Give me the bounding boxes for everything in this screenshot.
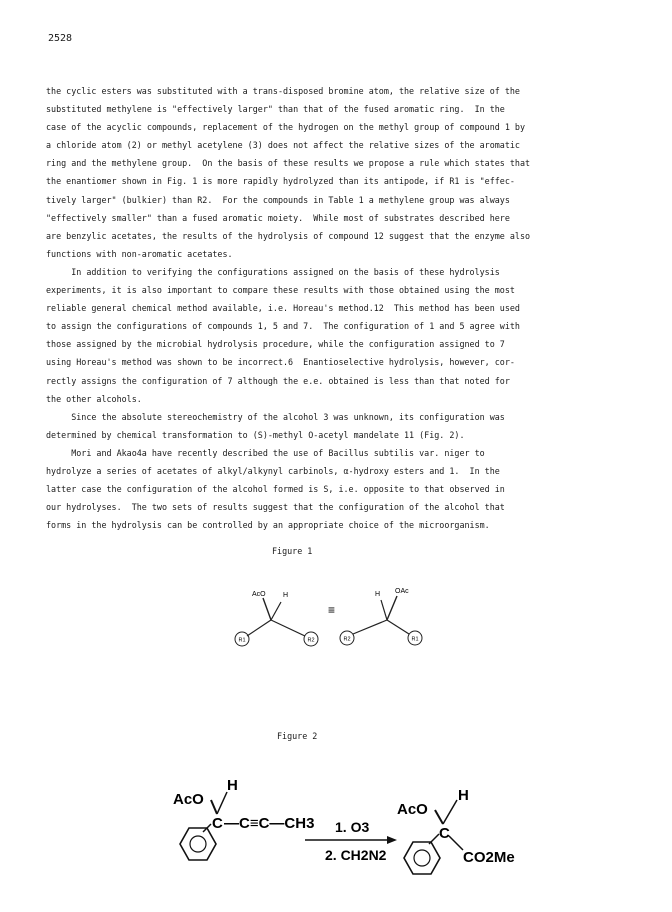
body-line: "effectively smaller" than a fused aromatic moiety. While most of substrates described here [46,212,510,223]
acetoxy-label: AcO [173,791,204,808]
body-text [46,82,626,534]
bond-line [271,602,281,620]
benzene-ring-circle [190,836,206,852]
bond-line [435,810,443,824]
body-line: a chloride atom (2) or methyl acetylene (3) does not affect the relative sizes of the aromatic [46,140,520,151]
acetoxy-label: AcO [252,591,266,598]
body-line: forms in the hydrolysis can be controlled by an appropriate choice of the microorganism. [46,520,490,531]
bond-line [271,620,305,636]
page-number: 2528 [48,33,73,44]
body-line: functions with non-aromatic acetates. [46,248,233,259]
r2-label: R2 [343,636,351,643]
body-line: case of the acyclic compounds, replacement of the hydrogen on the methyl group of compound 1 by [46,122,526,133]
methyl-ester-label: CO2Me [463,849,515,866]
reagent-step-1: 1. O3 [335,819,370,835]
reaction-arrowhead [387,836,397,844]
body-line: the other alcohols. [46,393,142,404]
bond-line [247,620,271,636]
equivalence-sign: ≡ [328,603,336,617]
body-line: using Horeau's method was shown to be incorrect.6 Enantioselective hydrolysis, however, cor- [46,357,515,368]
carbon-label: C [439,825,450,842]
propynyl-chain: —C≡C—CH3 [224,815,315,832]
body-line: our hydrolyses. The two sets of results suggest that the configuration of the alcohol that [46,502,505,513]
benzene-ring [404,842,440,874]
hydrogen-label: H [227,777,238,794]
r2-label: R2 [307,637,315,644]
body-line: substituted methylene is "effectively larger" than that of the fused aromatic ring. In the [46,104,505,115]
body-line: Since the absolute stereochemistry of the alcohol 3 was unknown, its configuration was [46,411,505,422]
body-line: those assigned by the microbial hydrolysis procedure, while the configuration assigned to 7 [46,339,505,350]
hydrogen-label: H [458,787,469,804]
bond-line [387,596,397,620]
bond-line [263,598,271,620]
benzene-ring-circle [414,850,430,866]
body-line: In addition to verifying the configurations assigned on the basis of these hydrolysis [46,266,500,277]
r1-label: R1 [411,636,419,643]
reagent-step-2: 2. CH2N2 [325,847,387,863]
body-line: the enantiomer shown in Fig. 1 is more rapidly hydrolyzed than its antipode, if R1 is "effec- [46,176,515,187]
figure-2-scheme [165,770,545,890]
body-line: tively larger" (bulkier) than R2. For the compounds in Table 1 a methylene group was always [46,194,510,205]
body-line: the cyclic esters was substituted with a trans-disposed bromine atom, the relative size of the [46,86,520,96]
bond-line [217,792,227,814]
hydrogen-label: H [375,591,381,598]
carbon-label: C [212,815,223,832]
body-line: are benzylic acetates, the results of the hydrolysis of compound 12 suggest that the enzyme also [46,230,531,241]
r1-label: R1 [238,637,246,644]
acetoxy-label: AcO [397,801,428,818]
figure-2-caption: Figure 2 [277,731,318,741]
figure-1-diagram [225,578,445,658]
bond-line [353,620,387,634]
bond-line [387,620,409,634]
body-line: ring and the methylene group. On the basis of these results we propose a rule which states that [46,158,531,169]
benzene-ring [180,828,216,860]
body-line: Mori and Akao4a have recently described the use of Bacillus subtilis var. niger to [46,447,485,458]
figure-1-caption: Figure 1 [272,546,313,556]
acetoxy-label: OAc [395,588,409,595]
bond-line [443,800,457,824]
bond-line [211,800,217,814]
bond-line [449,836,463,850]
hydrogen-label: H [283,592,289,599]
bond-line [381,600,387,620]
body-line: hydrolyze a series of acetates of alkyl/alkynyl carbinols, α-hydroxy esters and 1. In the [46,465,500,476]
body-line: experiments, it is also important to compare these results with those obtained using the most [46,285,515,296]
body-line: determined by chemical transformation to (S)-methyl O-acetyl mandelate 11 (Fig. 2). [46,429,465,440]
body-line: latter case the configuration of the alcohol formed is S, i.e. opposite to that observed in [46,484,505,495]
body-line: to assign the configurations of compounds 1, 5 and 7. The configuration of 1 and 5 agree with [46,321,520,332]
body-line: rectly assigns the configuration of 7 although the e.e. obtained is less than that noted for [46,375,510,386]
body-line: reliable general chemical method available, i.e. Horeau's method.12 This method has been used [46,303,520,314]
